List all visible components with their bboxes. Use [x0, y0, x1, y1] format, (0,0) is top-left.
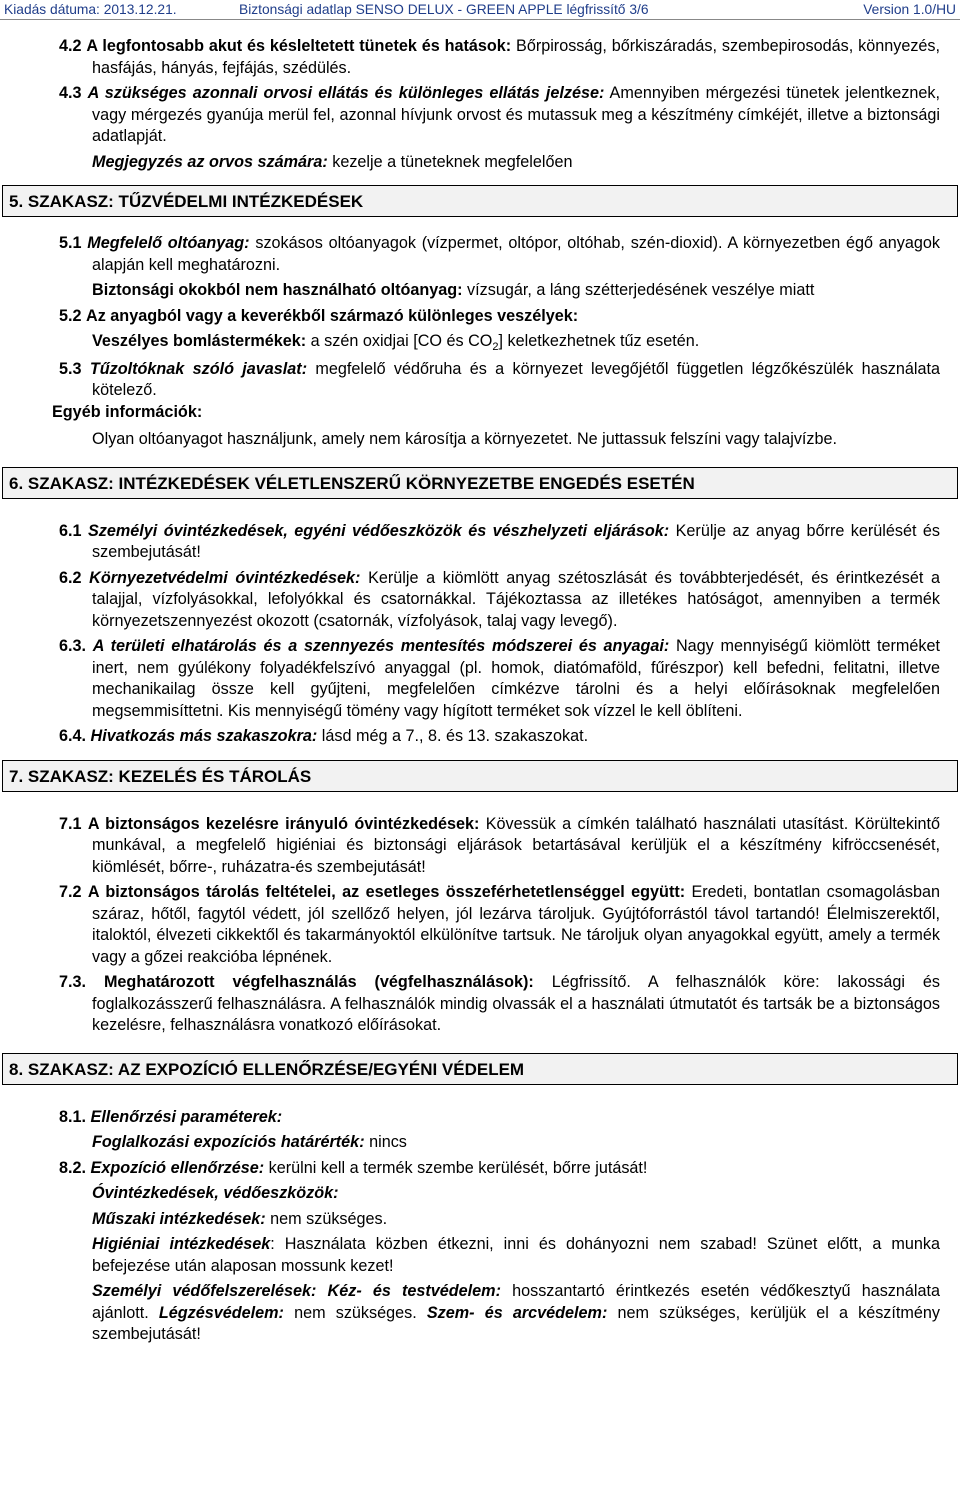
section-number: 8.2.	[59, 1158, 87, 1177]
section-text: szokásos oltóanyagok (vízpermet, oltópor, oltóhab, szén-dioxid). A környezetben égő anyagok alapján kell meghatározni.	[92, 234, 940, 274]
section-4-3	[59, 83, 941, 148]
section-4-2	[59, 36, 941, 79]
section-label: Személyi óvintézkedések, egyéni védőeszközök és vészhelyzeti eljárások:	[87, 521, 670, 540]
header-divider	[0, 19, 960, 20]
section-7-2	[59, 882, 941, 968]
section-text: Nagy mennyiségű kiömlött terméket inert, nem gyúlékony folyadékfelszívó anyaggal (pl. homok, diatómaföld, fűrészpor) kell befedni, felitatni, illetve mechanikailag össze kell gyűjteni, megfelelően címkézve tárolni és a helyi előírásoknak megfelelően megsemmisíttetni. Kis mennyiségű tömény vagy hígított terméket sok vízzel le kell öblíteni.	[92, 637, 940, 720]
section-8-header: 8. SZAKASZ: AZ EXPOZÍCIÓ ELLENŐRZÉSE/EGYÉNI VÉDELEM	[2, 1053, 958, 1085]
section-number: 6.4.	[59, 727, 87, 745]
note-text: nem szükséges.	[265, 1209, 388, 1228]
note-label: Higiéniai intézkedések	[92, 1235, 271, 1253]
note-label: Biztonsági okokból nem használható oltóanyag:	[92, 281, 463, 299]
section-7-header: 7. SZAKASZ: KEZELÉS ÉS TÁROLÁS	[2, 760, 958, 792]
section-5-3	[59, 359, 940, 402]
note-text: kezelje a tüneteknek megfelelően	[327, 152, 573, 171]
section-5-header: 5. SZAKASZ: TŰZVÉDELMI INTÉZKEDÉSEK	[2, 185, 958, 217]
note-text: : Használata közben étkezni, inni és dohányozni nem szabad! Szünet előtt, a munka befejezése után alaposan mossunk kezet!	[92, 1235, 940, 1275]
section-label: A biztonságos tárolás feltételei, az esetleges összeférhetetlenséggel együtt:	[87, 883, 686, 901]
document-body	[0, 36, 960, 1346]
protective-measures-label	[92, 1183, 940, 1205]
section-number: 4.2	[59, 37, 82, 55]
section-text: Eredeti, bontatlan csomagolásban száraz, hőtől, fagytól védett, jól szellőző helyen, jól lezárva tároljuk. Gyújtóforrástól távol tartandó! Élelmiszerektől, italoktól, élvezeti cikkektől és takarmányoktól elkülönítve tartsuk. Ne tároljuk olyan anyagokkal együtt, amely a termék vagy a gőzei reakcióba lépnének.	[92, 883, 941, 966]
note-text: nincs	[364, 1133, 407, 1151]
section-number: 6.1	[59, 521, 82, 540]
note-text: ] keletkezhetnek tűz esetén.	[498, 332, 700, 350]
section-label: A legfontosabb akut és késleltetett tünetek és hatások:	[86, 37, 512, 55]
note-label: Szem- és arcvédelem:	[426, 1303, 608, 1322]
section-label: Ellenőrzési paraméterek:	[90, 1107, 283, 1126]
section-8-2	[59, 1158, 940, 1180]
page-header	[0, 0, 960, 20]
section-7-1	[59, 814, 941, 879]
exposure-limit	[92, 1132, 940, 1154]
document-title: Biztonsági adatlap SENSO DELUX - GREEN APPLE légfrissítő 3/6	[239, 2, 649, 17]
section-6-3	[59, 636, 940, 722]
other-info-text: Olyan oltóanyagot használjunk, amely nem károsítja a környezetet. Ne juttassuk felszíni vagy talajvízbe.	[92, 430, 838, 448]
section-label: Megfelelő oltóanyag:	[87, 234, 250, 252]
personal-protective-equipment	[92, 1281, 940, 1346]
version-label: Version 1.0/HU	[863, 2, 956, 17]
note-text: hosszantartó érintkezés esetén védőkesztyű használata ajánlott.	[92, 1282, 940, 1322]
section-text: megfelelő védőruha és a környezet levegőjétől független légzőkészülék használata kötelező.	[92, 359, 940, 399]
section-number: 5.3	[59, 359, 82, 378]
section-label: Expozíció ellenőrzése:	[90, 1158, 265, 1177]
technical-measures	[92, 1209, 940, 1231]
section-text: Bőrpirosság, bőrkiszáradás, szembepirosodás, könnyezés, hasfájás, hányás, fejfájás, szédülés.	[92, 37, 941, 77]
note-text: nem szükséges.	[283, 1303, 417, 1322]
section-6-2	[59, 568, 940, 633]
other-info-label: Egyéb információk:	[52, 402, 203, 421]
section-6-4	[59, 726, 940, 748]
hygiene-measures	[92, 1234, 940, 1277]
note-label: Veszélyes bomlástermékek:	[92, 332, 307, 350]
section-label: Hivatkozás más szakaszokra:	[90, 727, 318, 745]
section-7-3	[59, 972, 941, 1037]
section-text: Kerülje a kiömlött anyag szétoszlását és továbbterjedését, és érintkezését a talajjal, vízfolyásokkal, lefolyókkal és csatornákkal. Tájékoztassa az illetékes hatóságot, amennyiben a termék környezetszennyezést okozott (csatornák, vízfolyások, talaj vagy levegő).	[92, 568, 940, 630]
section-text: Amennyiben mérgezési tünetek jelentkeznek, vagy mérgezés gyanúja merül fel, azonnal hívjunk orvost és mutassuk meg a készítmény címkéjét, illetve a biztonsági adatlapját.	[92, 84, 941, 145]
section-number: 5.1	[59, 234, 82, 252]
decomposition-products	[92, 331, 940, 353]
note-label: Óvintézkedések, védőeszközök:	[92, 1184, 339, 1202]
note-text: vízsugár, a láng szétterjedésének veszélye miatt	[462, 281, 815, 299]
section-5-2	[59, 306, 940, 328]
section-number: 8.1.	[59, 1107, 87, 1126]
note-label: Kéz- és testvédelem:	[327, 1282, 501, 1300]
section-label: Környezetvédelmi óvintézkedések:	[89, 568, 361, 587]
section-5-1	[59, 233, 940, 276]
note-text: nem szükséges, kerüljük el a készítmény szembejutását!	[92, 1303, 940, 1343]
section-text: lásd még a 7., 8. és 13. szakaszokat.	[317, 727, 589, 745]
section-number: 4.3	[59, 84, 82, 102]
note-label: Foglalkozási expozíciós határérték:	[92, 1133, 365, 1151]
section-label: Az anyagból vagy a keverékből származó különleges veszélyek:	[86, 306, 579, 325]
section-text: Légfrissítő. A felhasználók köre: lakossági és foglalkozásszerű felhasználásra. A felhasználók mindig olvassák el a használati útmutatót és tartsák be a biztonságos kezelésre, felhasználásra vonatkozó előírásokat.	[92, 973, 941, 1034]
section-text: kerülni kell a termék szembe kerülését, bőrre jutását!	[264, 1158, 648, 1177]
section-label: Meghatározott végfelhasználás (végfelhasználások):	[103, 973, 534, 991]
section-6-header: 6. SZAKASZ: INTÉZKEDÉSEK VÉLETLENSZERŰ KÖRNYEZETBE ENGEDÉS ESETÉN	[2, 467, 958, 499]
section-label: A biztonságos kezelésre irányuló óvintézkedések:	[87, 814, 480, 833]
section-label: Tűzoltóknak szóló javaslat:	[89, 359, 308, 378]
note-text: a szén oxidjai [CO és CO	[306, 332, 493, 350]
section-text: Kövessük a címkén található használati utasítást. Körültekintő munkával, a megfelelő higiéniai és biztonsági eljárások betartásával kerüljük el a készítmény kifröccsenését, kiömlését, bőrre-, ruházatra-és szembejutását!	[92, 814, 941, 876]
section-label: A szükséges azonnali orvosi ellátás és különleges ellátás jelzése:	[87, 84, 605, 102]
section-number: 7.2	[59, 883, 82, 901]
section-8-1	[59, 1107, 940, 1129]
note-label: Megjegyzés az orvos számára:	[92, 152, 328, 171]
section-number: 5.2	[59, 306, 82, 325]
note-label: Műszaki intézkedések:	[92, 1209, 266, 1228]
unsuitable-extinguisher	[92, 280, 940, 302]
section-number: 6.3.	[59, 637, 87, 655]
issue-date: Kiadás dátuma: 2013.12.21.	[4, 2, 177, 17]
section-number: 6.2	[59, 568, 82, 587]
section-6-1	[59, 521, 940, 564]
section-label: A területi elhatárolás és a szennyezés mentesítés módszerei és anyagai:	[92, 637, 670, 655]
note-label: Személyi védőfelszerelések:	[92, 1282, 317, 1300]
section-number: 7.1	[59, 814, 82, 833]
doctor-note	[92, 152, 940, 174]
subscript: 2	[492, 341, 499, 354]
section-text: Kerülje az anyag bőrre kerülését és szembejutását!	[92, 521, 940, 561]
section-number: 7.3.	[59, 973, 87, 991]
note-label: Légzésvédelem:	[158, 1303, 284, 1322]
